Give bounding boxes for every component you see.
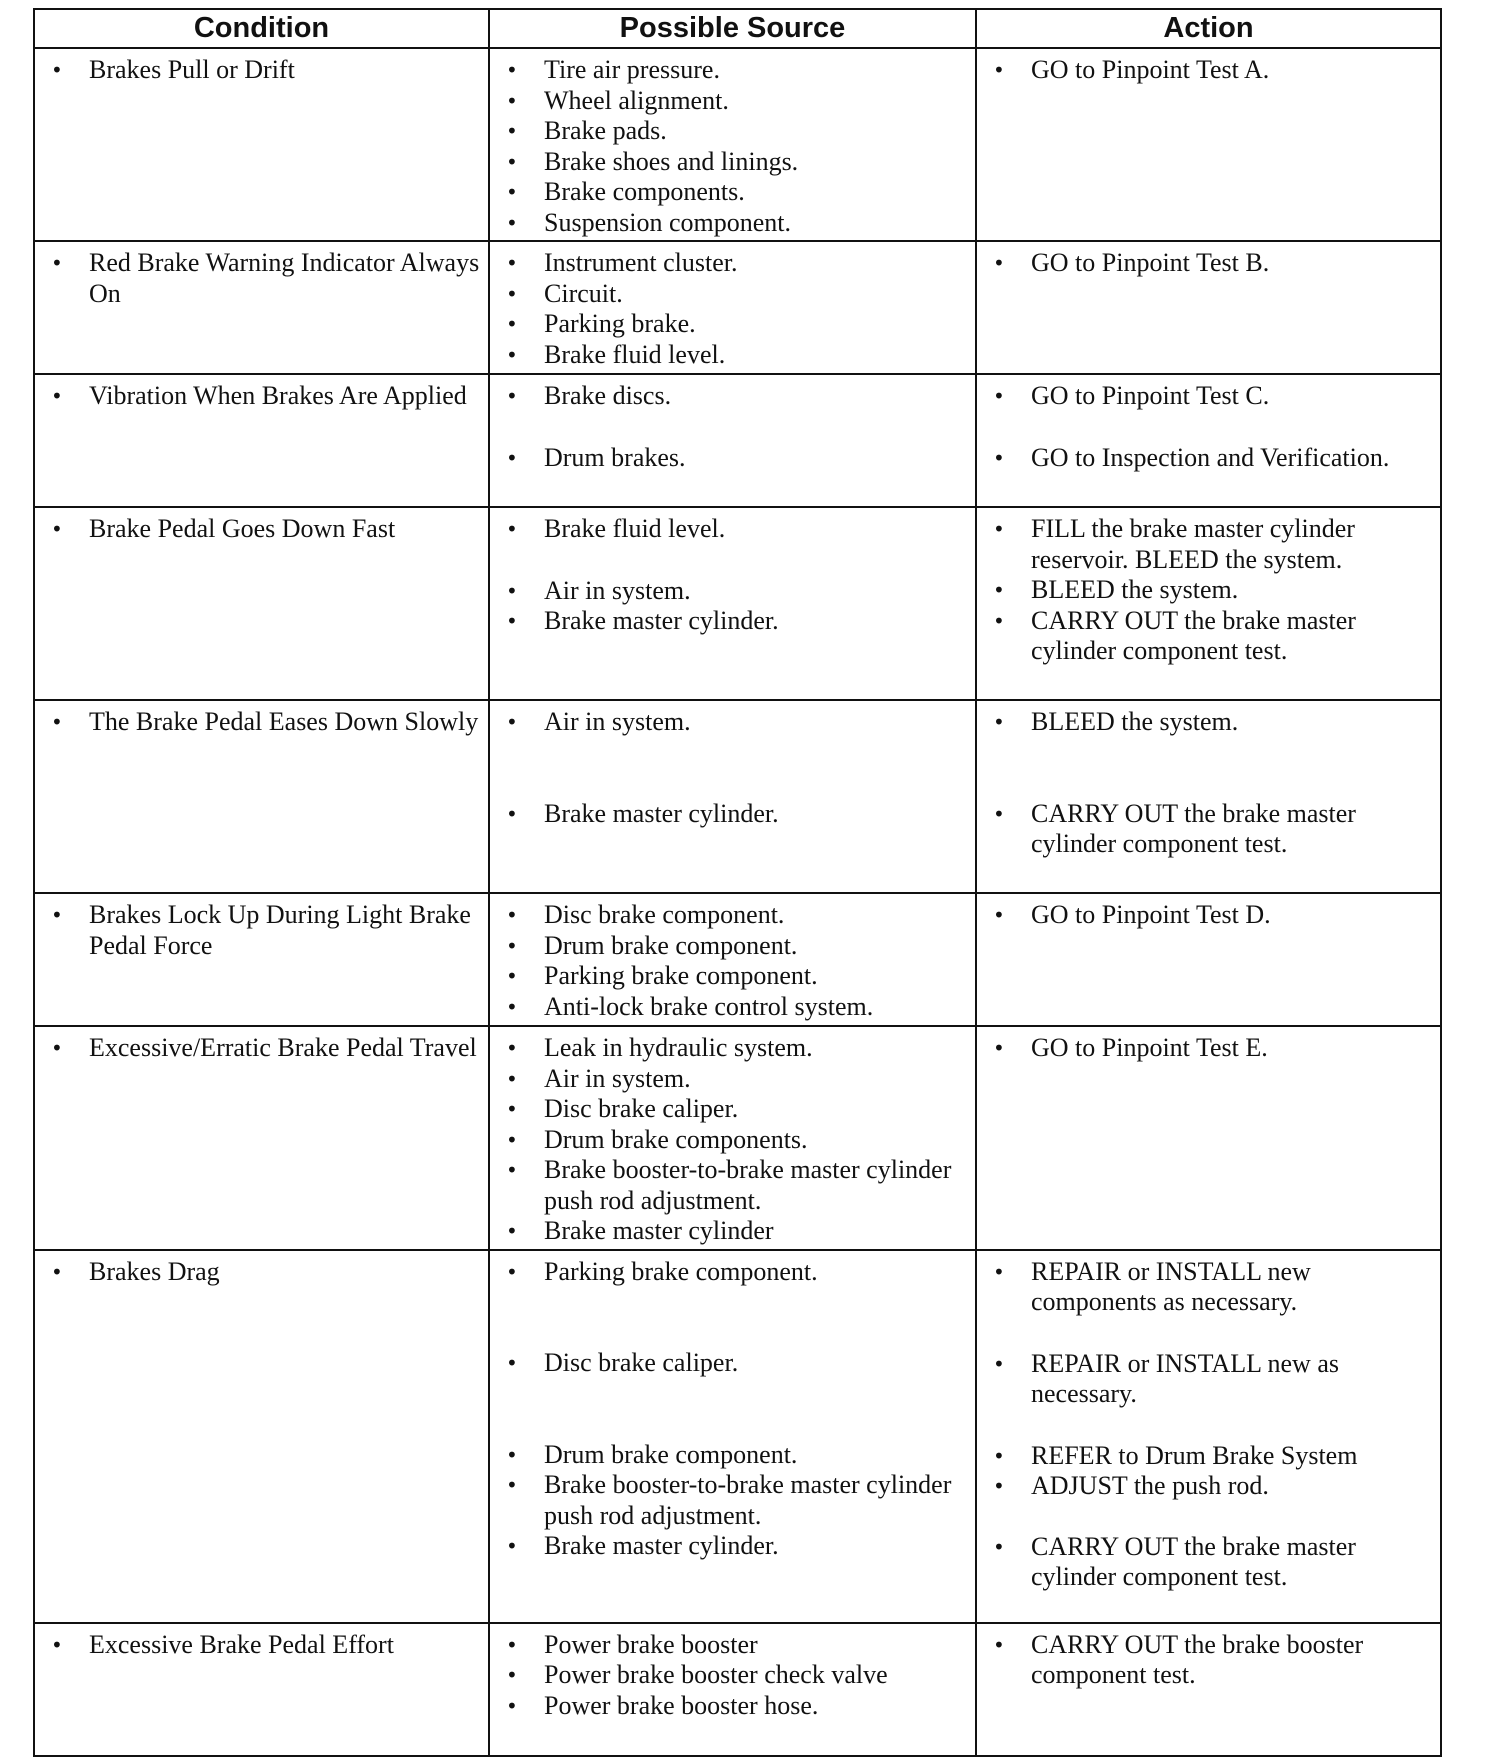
action-item: • BLEED the system. — [987, 707, 1432, 738]
source-item: • Anti-lock brake control system. — [500, 992, 967, 1023]
source-item: • Instrument cluster. — [500, 248, 967, 279]
source-item: • Drum brake component. — [500, 1440, 967, 1471]
action-item: • GO to Pinpoint Test A. — [987, 55, 1432, 86]
header-condition: Condition — [34, 9, 489, 48]
table-row — [34, 700, 1441, 893]
source-item: • Brake booster-to-brake master cylinder push rod adjustment. — [500, 1470, 967, 1531]
action-item: • GO to Pinpoint Test B. — [987, 248, 1432, 279]
action-cell — [976, 700, 1441, 893]
header-row — [34, 9, 1441, 48]
action-item: • REFER to Drum Brake System — [987, 1441, 1432, 1472]
table-row — [34, 893, 1441, 1026]
source-item: • Parking brake. — [500, 309, 967, 340]
source-item: • Wheel alignment. — [500, 86, 967, 117]
action-item: • BLEED the system. — [987, 575, 1432, 606]
source-item: • Air in system. — [500, 576, 967, 607]
action-cell — [976, 241, 1441, 374]
header-possible-source: Possible Source — [489, 9, 976, 48]
table-row — [34, 1026, 1441, 1250]
action-item: • FILL the brake master cylinder reservoir. BLEED the system. — [987, 514, 1432, 575]
source-item: • Brake fluid level. — [500, 340, 967, 371]
source-item: • Tire air pressure. — [500, 55, 967, 86]
header-action: Action — [976, 9, 1441, 48]
source-item: • Power brake booster check valve — [500, 1660, 967, 1691]
condition-cell — [34, 48, 489, 241]
condition-cell — [34, 374, 489, 507]
condition-text: • Red Brake Warning Indicator Always On — [45, 248, 480, 309]
action-item: • REPAIR or INSTALL new components as necessary. — [987, 1257, 1432, 1318]
source-item: • Power brake booster — [500, 1630, 967, 1661]
action-item: • CARRY OUT the brake master cylinder component test. — [987, 1532, 1432, 1593]
condition-text: • The Brake Pedal Eases Down Slowly — [45, 707, 480, 738]
action-cell — [976, 507, 1441, 700]
source-item: • Drum brakes. — [500, 443, 967, 474]
source-item: • Circuit. — [500, 279, 967, 310]
source-item: • Brake fluid level. — [500, 514, 967, 545]
action-cell — [976, 1250, 1441, 1623]
condition-text: • Brakes Drag — [45, 1257, 480, 1288]
source-cell — [489, 374, 976, 507]
condition-text: • Vibration When Brakes Are Applied — [45, 381, 480, 412]
source-item: • Brake booster-to-brake master cylinder push rod adjustment. — [500, 1155, 967, 1216]
source-cell — [489, 1250, 976, 1623]
diagnosis-table — [33, 8, 1442, 1757]
condition-text: • Brakes Pull or Drift — [45, 55, 480, 86]
condition-cell — [34, 1026, 489, 1250]
action-item: • CARRY OUT the brake master cylinder component test. — [987, 606, 1432, 667]
source-cell — [489, 1026, 976, 1250]
condition-text: • Excessive Brake Pedal Effort — [45, 1630, 480, 1661]
source-cell — [489, 241, 976, 374]
action-item: • CARRY OUT the brake master cylinder component test. — [987, 799, 1432, 860]
condition-cell — [34, 700, 489, 893]
table-row — [34, 507, 1441, 700]
source-cell — [489, 1623, 976, 1756]
source-item: • Brake shoes and linings. — [500, 147, 967, 178]
condition-cell — [34, 893, 489, 1026]
source-cell — [489, 507, 976, 700]
source-item: • Drum brake component. — [500, 931, 967, 962]
source-cell — [489, 48, 976, 241]
action-item: • GO to Pinpoint Test E. — [987, 1033, 1432, 1064]
source-item: • Disc brake caliper. — [500, 1348, 967, 1379]
source-cell — [489, 893, 976, 1026]
condition-text: • Brake Pedal Goes Down Fast — [45, 514, 480, 545]
source-item: • Disc brake caliper. — [500, 1094, 967, 1125]
source-item: • Air in system. — [500, 1064, 967, 1095]
condition-cell — [34, 1623, 489, 1756]
source-item: • Suspension component. — [500, 208, 967, 239]
condition-cell — [34, 1250, 489, 1623]
source-item: • Brake components. — [500, 177, 967, 208]
condition-cell — [34, 241, 489, 374]
action-item: • REPAIR or INSTALL new as necessary. — [987, 1349, 1432, 1410]
source-item: • Disc brake component. — [500, 900, 967, 931]
table-row — [34, 241, 1441, 374]
source-item: • Parking brake component. — [500, 1257, 967, 1288]
source-item: • Brake master cylinder. — [500, 1531, 967, 1562]
action-item: • ADJUST the push rod. — [987, 1471, 1432, 1502]
source-item: • Brake master cylinder — [500, 1216, 967, 1247]
action-cell — [976, 374, 1441, 507]
source-item: • Air in system. — [500, 707, 967, 738]
table-row — [34, 1250, 1441, 1623]
source-cell — [489, 700, 976, 893]
action-item: • GO to Pinpoint Test D. — [987, 900, 1432, 931]
source-item: • Power brake booster hose. — [500, 1691, 967, 1722]
action-cell — [976, 1623, 1441, 1756]
source-item: • Drum brake components. — [500, 1125, 967, 1156]
action-item: • CARRY OUT the brake booster component test. — [987, 1630, 1432, 1691]
table-row — [34, 1623, 1441, 1756]
condition-cell — [34, 507, 489, 700]
condition-text: • Excessive/Erratic Brake Pedal Travel — [45, 1033, 480, 1064]
action-item: • GO to Pinpoint Test C. — [987, 381, 1432, 412]
action-item: • GO to Inspection and Verification. — [987, 443, 1432, 474]
source-item: • Leak in hydraulic system. — [500, 1033, 967, 1064]
source-item: • Brake master cylinder. — [500, 799, 967, 830]
action-cell — [976, 1026, 1441, 1250]
table-row — [34, 374, 1441, 507]
table-row — [34, 48, 1441, 241]
condition-text: • Brakes Lock Up During Light Brake Pedal Force — [45, 900, 480, 961]
source-item: • Brake master cylinder. — [500, 606, 967, 637]
action-cell — [976, 48, 1441, 241]
source-item: • Parking brake component. — [500, 961, 967, 992]
source-item: • Brake pads. — [500, 116, 967, 147]
action-cell — [976, 893, 1441, 1026]
source-item: • Brake discs. — [500, 381, 967, 412]
